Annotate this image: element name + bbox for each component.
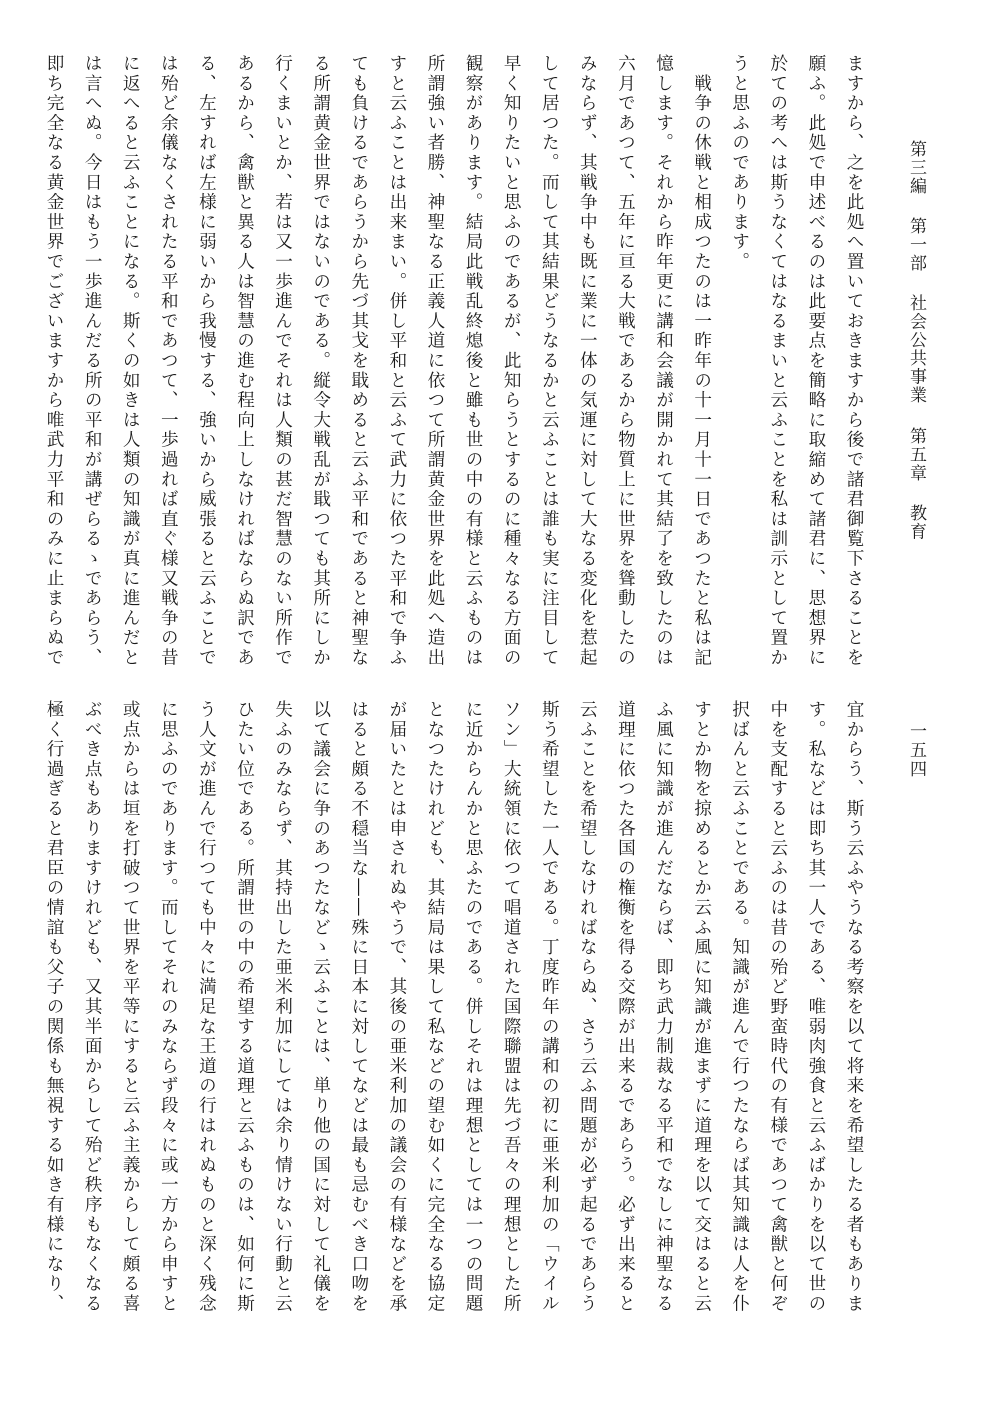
page-number: 一五四 [906,722,926,779]
header-section: 第一部 [906,217,926,273]
header-topic: 教育 [906,504,926,541]
header-subject: 社会公共事業 [906,294,926,405]
lower-text-block: 宜からう、斯う云ふやうなる考察を以て将来を希望したる者もありま す。私などは即ち其一人である、唯弱肉強食と云ふばかりを以て世の 中を支配すると云ふのは昔の殆ど野蛮時代の有様であつて禽獣と何ぞ 択ばんと云ふことである。知識が進んで行つたならば其知識は人を仆 すとか物を掠めるとか云ふ風に知識が進まずに道理を以て交はると云 ふ風に知識が進んだならば、即ち武力制裁なる平和でなしに神聖なる 道理に依つた各国の権衡を得る交際が出来るであらう。必ず出来ると 云ふことを希望しなければならぬ、さう云ふ問題が必ず起るであらう 斯う希望した一人である。丁度昨年の講和の初に亜米利加の「ウイル ソン」大統領に依つて唱道された国際聯盟は先づ吾々の理想とした所 に近からんかと思ふたのである。併しそれは理想としては一つの問題 となつたけれども、其結局は果して私などの望む如くに完全なる協定 が届いたとは申されぬやうで、其後の亜米利加の議会の有様などを承 はると頗る不穏当な――殊に日本に対してなどは最も忌むべき口吻を 以て議会に争のあつたなどゝ云ふことは、単り他の国に対して礼儀を 失ふのみならず、其持出した亜米利加にしては余り情けない行動と云 ひたい位である。所謂世の中の希望する道理と云ふものは、如何に斯 う人文が進んで行つても中々に満足な王道の行はれぬものと深く残念 に思ふのであります。而してそれのみならず段々に或一方から申すと 或点からは垣を打破つて世界を平等にすると云ふ主義からして頗る喜 ぶべき点もありますけれども、又其半面からして殆ど秩序もなくなる 極く行過ぎると君臣の情誼も父子の関係も無視する如き有様になり、 [44,700,864,1314]
running-header [905,140,927,541]
header-part: 第三編 [906,140,926,196]
upper-text-block: ますから、之を此処へ置いておきますから後で諸君御覧下さることを 願ふ。此処で申述べるのは此要点を簡略に取縮めて諸君に、思想界に 於ての考へは斯うなくてはなるまいと云ふことを私は訓示として置か うと思ふのであります。 戦争の休戦と相成つたのは一昨年の十一月十一日であつたと私は記 憶します。それから昨年更に講和会議が開かれて其結了を致したのは 六月であつて、五年に亘る大戦であるから物質上に世界を聳動したの みならず、其戦争中も既に業に一体の気運に対して大なる変化を惹起 して居つた。而して其結果どうなるかと云ふことは誰も実に注目して 早く知りたいと思ふのであるが、此知らうとするのに種々なる方面の 観察があります。結局此戦乱終熄後と雖も世の中の有様と云ふものは 所謂強い者勝、神聖なる正義人道に依つて所謂黄金世界を此処へ造出 すと云ふことは出来まい。併し平和と云ふて武力に依つた平和で争ふ ても負けるであらうから先づ其戈を戢めると云ふ平和であると神聖な る所謂黄金世界ではないのである。縦令大戦乱が戢つても其所にしか 行くまいとか、若は又一歩進んでそれは人類の甚だ智慧のない所作で あるから、禽獣と異る人は智慧の進む程向上しなければならぬ訳であ る、左すれば左様に弱いから我慢する、強いから威張ると云ふことで は殆ど余儀なくされたる平和であつて、一歩過れば直ぐ様又戦争の昔 に返へると云ふことになる。斯くの如きは人類の知識が真に進んだと は言へぬ。今日はもう一歩進んだる所の平和が講ぜらるゝであらう、 即ち完全なる黄金世界でございますから唯武力平和のみに止まらぬで [44,54,864,668]
header-chapter: 第五章 [906,426,926,483]
